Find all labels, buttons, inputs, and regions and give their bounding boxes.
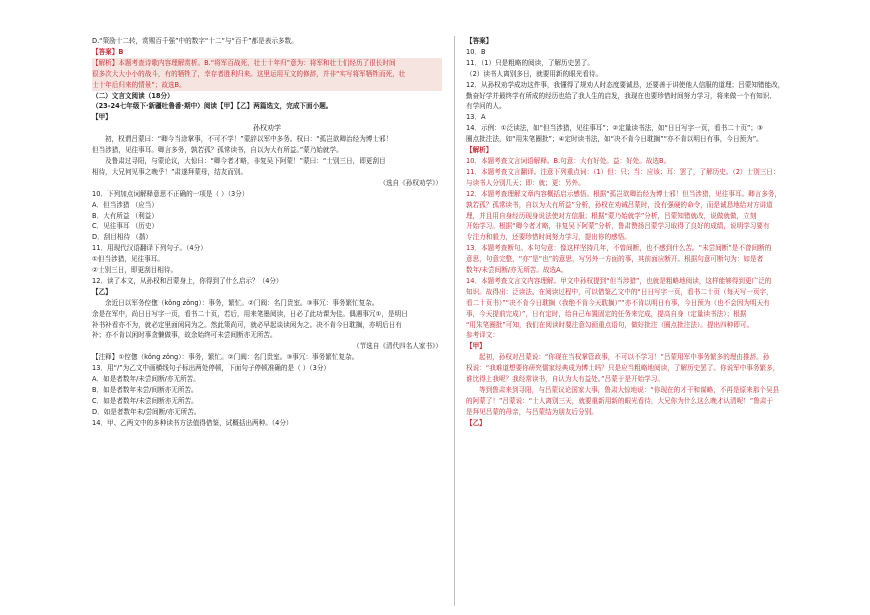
right-column-line: 12．本题考查理解文章内容概括启示感悟。根据“孤岂欲卿治经为博士邪！但当涉猎，见往事耳。卿言多务， <box>466 189 782 198</box>
right-column-line: 圈点批注法，如“用朱笔圈批”；④定时读书法，如“决不肯今日耽搁”“亦不肯以明日有事，今日预为”。 <box>466 135 763 144</box>
left-column-line: 【答案】B <box>92 47 124 56</box>
right-column-line: 孰若孤？孤常读书，自以为大有所益”分析，孙权在劝诫吕蒙时，没有强硬的命令，而是诚恳地给对方讲道 <box>466 200 773 209</box>
right-column-line: “用朱笔圈批”可知，我们在阅读时要注意勾画重点语句，做好批注（圈点批注法）。提出四种即可。 <box>466 320 754 329</box>
right-column-line: 10．本题考查文言词语解释。B.句意：大有好处。益：好处。故选B。 <box>466 156 671 165</box>
left-column-line: 士十年后归来的情景”；故选B。 <box>92 80 442 91</box>
right-column-line: 权说：“我难道想要你研究儒家经典成为博士吗？只是应当粗略地阅读，了解历史罢了。你说军中事务繁多， <box>466 364 780 373</box>
left-column-line: 12．读了本文，从孙权和吕蒙身上，你得到了什么启示？（4分） <box>92 276 283 285</box>
right-column-line: 知识。故得出：泛读法。在阅读过程中，可以借鉴乙文中的“日日写字一页，看书二十页（每天写一页字， <box>466 287 773 296</box>
right-column-line: 专注力和毅力，还要珍惜时间努力学习，提出你的感悟。 <box>466 233 631 242</box>
column-divider <box>454 36 455 606</box>
right-column-line: 等到鲁肃来到寻阳，与吕蒙议论国家大事，鲁肃大惊地说：“你现在的才干和谋略，不再是原来那个吴县 <box>479 386 780 394</box>
left-column-line: 11．用现代汉语翻译下列句子。（4分） <box>92 244 207 253</box>
left-column <box>92 36 442 429</box>
right-column-line: 事，今天提前完成）”，日有定时，给自己布置固定的任务来完成，提高自身（定量读书法）；根据 <box>466 309 747 318</box>
right-column-line: （2）读书人离别多日，就要用新的眼光看待。 <box>466 69 603 78</box>
left-column-line: 14．甲、乙两文中的多种读书方法值得借鉴，试概括出两种。（4分） <box>92 418 293 427</box>
left-column-line: C．见往事耳 （历史） <box>92 222 159 231</box>
left-column-line: 13．用“/”为乙文中画横线句子标出两处停顿，下面句子停顿准确的是（ ）（3分） <box>92 364 331 373</box>
left-column-line: 余是在军中，尚日日写字一页，看书二十页，若后，用来笔墨阅读，日必了此功课为佳。偶遇事冗①，是明日 <box>92 309 408 318</box>
right-column-line: 起初，孙权对吕蒙说：“你现在当权掌管政事，不可以不学习！”吕蒙用军中事务繁多的理由推辞。孙 <box>479 353 770 362</box>
left-column-line: 很多次大大小小的战斗，有的牺牲了，幸存者胜利归来。这里运用互文的修辞，并非“实写将军牺牲而死，壮 <box>92 69 442 80</box>
right-column-line: 13．本题考查断句。本句句意：像这样坚持几年，不曾间断，也不感到什么苦。“未尝间断”是不曾间断的 <box>466 244 772 253</box>
right-column-line: 意思，句意完整，“亦”是“也”的意思，写另外一方面的事，其前面应断开。根据句意可断句为：如是者 <box>466 255 764 264</box>
left-column-line: D．如是者数年未/尝间断/亦无所苦。 <box>92 407 201 416</box>
right-column-line: 【答案】 <box>466 37 493 45</box>
left-column-line: 相待，大兄何见事之晚乎！”肃遂拜蒙母，结友而别。 <box>92 167 248 176</box>
right-column-line: 14．示例：①泛读法，如“但当涉猎，见往事耳”；②定量读书法，如“日日写字一页，看书二十页”；③ <box>466 124 763 133</box>
right-column-line: 与读书人分别几天；即：就；更：另外。 <box>466 178 585 187</box>
right-column-line: 看二十页书）”“决不肯今日耽搁（我绝不肯今天耽搁）”“亦不肯以明日有事，今日预为（也不会因为明天有 <box>466 298 770 307</box>
left-column-line: 【注释】①倥偬（kǒng zǒng）：事务，繁忙。②门阀：名门贵室。③事冗：事务繁忙复杂。 <box>92 353 359 362</box>
right-column-line: 11．本题考查文言翻译。注意下列重点词：（1）但：只；当：应该；耳：罢了，了解历史。（2）士别三日： <box>466 167 780 176</box>
right-column-line: 参考译文： <box>466 331 499 340</box>
left-column-line: D.“策励十二转，赏赐百千强”中的数字“十二”与“百千”都是表示多数。 <box>92 37 298 45</box>
right-column-line: 【甲】 <box>466 342 486 351</box>
left-column-line: 但当涉猎，见往事耳。卿言多务，孰若孤？孤常读书，自以为大有所益。”蒙乃始就学。 <box>92 146 343 155</box>
left-column-line: 【乙】 <box>92 287 112 296</box>
right-column-line: 11．（1）只是粗略的阅读，了解历史罢了。 <box>466 58 594 67</box>
left-column-line: （二）文言文阅读（18分） <box>92 91 174 100</box>
left-column-line: 补；亦不肯以闲时事贪懒做事，故余始终可未尝间断亦无所苦。 <box>92 331 277 340</box>
left-column-line: 孙权劝学 <box>253 124 281 133</box>
left-column-line: ②士别三日，即更刮目相待。 <box>92 266 178 275</box>
right-column-line: 13．A <box>466 113 486 122</box>
left-column-line: 及鲁肃过寻阳，与蒙论议，大惊曰：“卿今者才略，非复吴下阿蒙！”蒙曰：“士别三日，即更刮目 <box>105 156 386 165</box>
right-column-line: 勤奋好学并最终学有所成的经历也给了我人生的启发，我现在也要珍惜时间努力学习，将来做一个有知识、 <box>466 91 776 100</box>
right-column-line: 【乙】 <box>466 418 486 427</box>
left-column-line: 【甲】 <box>92 113 112 122</box>
right-column-line: 10．B <box>466 47 486 56</box>
left-column-line: A．如是者数年/未尝间断/亦无所苦。 <box>92 375 200 384</box>
right-column-line: 谁比得上我呢？我经常读书，自认为大有益处。”吕蒙于是开始学习。 <box>466 375 664 384</box>
right-column-line: 12．从孙权劝学成功这件事，我懂得了规劝人时态度要诚恳，还要善于讲使他人信服的道理；吕蒙知错能改， <box>466 80 785 89</box>
left-column-line: A．但当涉猎 （应当） <box>92 200 158 209</box>
right-column-line: 理，并且用自身经历现身说法使对方信服；根据“蒙乃始就学”分析，吕蒙知错就改，说做就做，立刻 <box>466 211 757 220</box>
left-column-line: B．如是者数年未尝/间断亦无所苦。 <box>92 386 198 394</box>
left-column-line: 【解析】本题考查诗歌内容理解赏析。B.“将军百战死，壮士十年归”意为：将军和壮士们经历了很长时间 <box>92 58 442 69</box>
right-column-line: 开始学习。根据“卿今者才略，非复吴下阿蒙”分析，鲁肃赞扬吕蒙学习取得了良好的成绩，说明学习要有 <box>466 222 770 231</box>
right-column-line: 14．本题考查文言文内容理解。甲文中孙权提到“但当涉猎”，也就是粗略地阅读，这样能够得到更广泛的 <box>466 276 772 285</box>
left-column-line: 余近日以军务倥偬（kǒng zǒng）：事务，繁忙。②门阀：名门贵室。③事冗：事务繁忙复杂。 <box>105 298 379 307</box>
left-column-line: （选自《孙权劝学》） <box>379 178 442 187</box>
left-column-line: 初，权谓吕蒙曰：“卿今当涂掌事，不可不学！”蒙辞以军中多务。权曰：“孤岂欲卿治经为博士邪！ <box>105 135 393 144</box>
right-column-line: 【解析】 <box>466 146 493 155</box>
left-column-line: C．如是者数年/未尝间断亦无所苦。 <box>92 396 198 405</box>
right-column <box>466 36 808 429</box>
left-column-line: 补书补看亦不为，就必定里面闲同为之。然此策尚可，就必早起谈读闲为之。决不肯今日耽搁，亦明后日有 <box>92 320 402 329</box>
left-column-line: （23-24七年级下·新疆吐鲁番·期中）阅读【甲】【乙】两篇选文，完成下面小题。 <box>92 102 333 111</box>
left-column-line: ①但当涉猎，见往事耳。 <box>92 255 164 264</box>
right-column-line: 是拜见吕蒙的母亲，与吕蒙结为朋友后分别。 <box>466 407 598 416</box>
left-column-line: D．刮目相待 （揩） <box>92 233 152 242</box>
right-column-line: 数年/未尝间断/亦无所苦。故选A。 <box>466 266 568 275</box>
left-column-line: （节选自《清代四名人家书》） <box>352 342 442 351</box>
right-column-line: 的阿蒙了！”吕蒙说：“士人离别三天，就要重新用新的眼光看待，大兄你为什么这么晚才认清呢！”鲁肃于 <box>466 396 773 405</box>
left-column-line: 10．下列加点词解释意思不正确的一项是（ ）（3分） <box>92 189 249 198</box>
right-column-line: 有学问的人。 <box>466 102 506 111</box>
left-column-line: B．大有所益 （利益） <box>92 211 158 220</box>
